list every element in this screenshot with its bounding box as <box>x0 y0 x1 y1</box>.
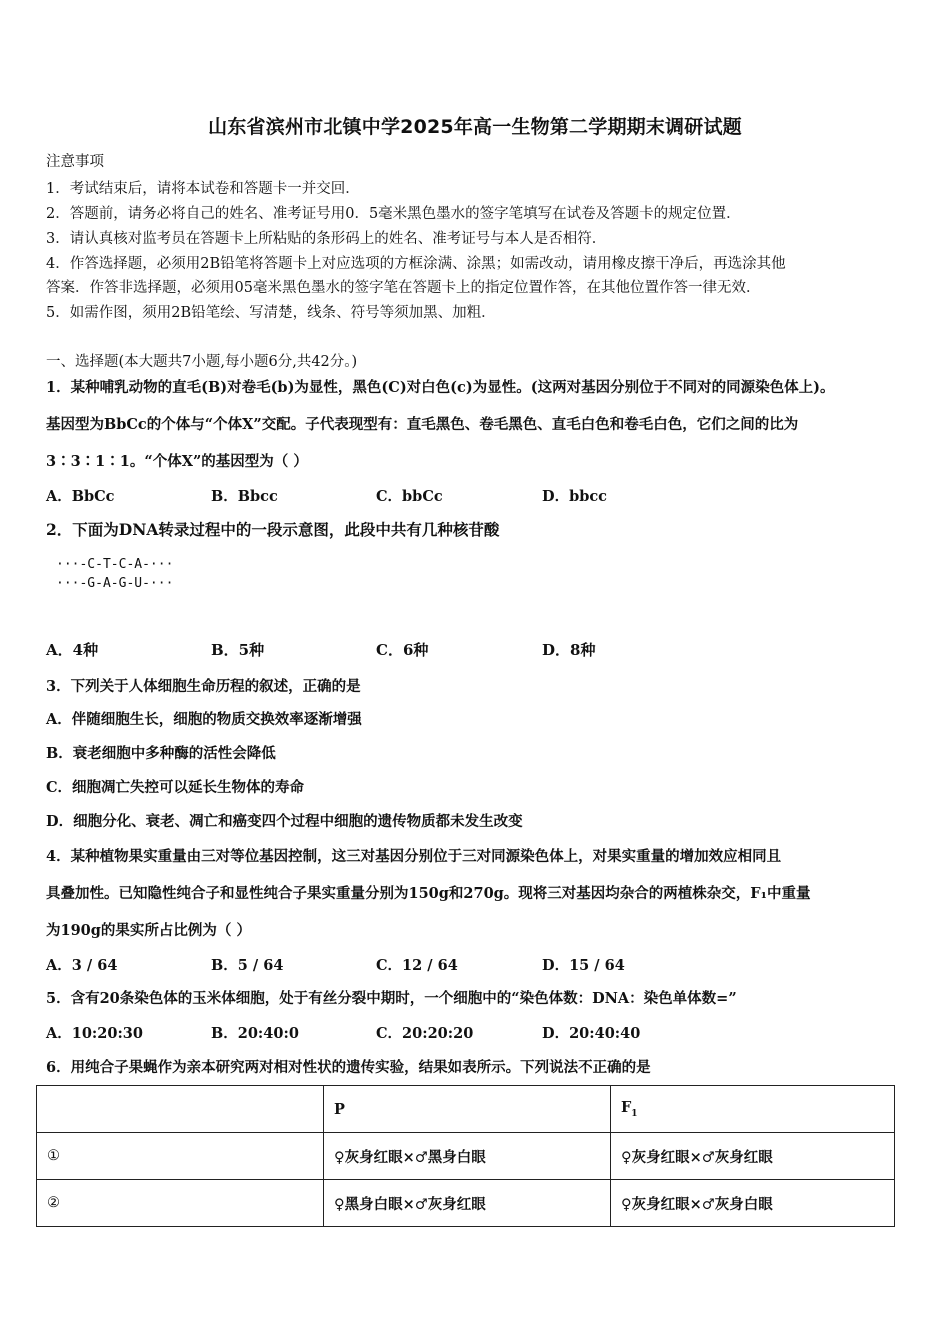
option-c[interactable]: C．6种 <box>376 641 429 659</box>
table-cell: ♀灰身红眼×♂灰身红眼 <box>611 1133 895 1180</box>
option-d[interactable]: D．15 / 64 <box>542 957 625 974</box>
table-cell: ♀灰身红眼×♂黑身白眼 <box>324 1133 611 1180</box>
option-d[interactable]: D．8种 <box>542 641 596 659</box>
q2-stem: 2．下面为DNA转录过程中的一段示意图，此段中共有几种核苷酸 <box>46 520 500 539</box>
notice-line: 4．作答选择题，必须用2B铅笔将答题卡上对应选项的方框涂满、涂黑；如需改动，请用橡皮擦干净后，再选涂其他 <box>46 256 786 272</box>
q3-stem: 3．下列关于人体细胞生命历程的叙述，正确的是 <box>46 678 361 695</box>
table-row <box>37 1180 895 1227</box>
option-c[interactable]: C．12 / 64 <box>376 957 458 974</box>
q5-stem: 5．含有20条染色体的玉米体细胞，处于有丝分裂中期时，一个细胞中的“染色体数：DNA：染色单体数=” <box>46 990 737 1007</box>
option-a[interactable]: A．BbCc <box>46 488 115 505</box>
option-c[interactable]: C．细胞凋亡失控可以延长生物体的寿命 <box>46 779 305 796</box>
q4-line: 具叠加性。已知隐性纯合子和显性纯合子果实重量分别为150g和270g。现将三对基因均杂合的两植株杂交，F₁中重量 <box>46 885 811 902</box>
notice-line: 3．请认真核对监考员在答题卡上所粘贴的条形码上的姓名、准考证号与本人是否相符． <box>46 231 607 247</box>
notice-line: 2．答题前，请务必将自己的姓名、准考证号用0．5毫米黑色墨水的签字笔填写在试卷及答题卡的规定位置． <box>46 206 741 222</box>
table-header-row <box>37 1086 895 1133</box>
table-row <box>37 1133 895 1180</box>
results-table <box>36 1085 895 1227</box>
table-cell: ♀黑身白眼×♂灰身红眼 <box>324 1180 611 1227</box>
section-heading: 一、选择题(本大题共7小题,每小题6分,共42分。) <box>46 354 358 370</box>
option-b[interactable]: B．衰老细胞中多种酶的活性会降低 <box>46 745 276 762</box>
q4-line: 4．某种植物果实重量由三对等位基因控制，这三对基因分别位于三对同源染色体上，对果实重量的增加效应相同且 <box>46 848 782 865</box>
notice-line: 答案．作答非选择题，必须用05毫米黑色墨水的签字笔在答题卡上的指定位置作答，在其他位置作答一律无效． <box>46 280 761 296</box>
q6-stem: 6．用纯合子果蝇作为亲本研究两对相对性状的遗传实验，结果如表所示。下列说法不正确的是 <box>46 1059 651 1076</box>
option-b[interactable]: B．5 / 64 <box>211 957 284 974</box>
option-c[interactable]: C．bbCc <box>376 488 443 505</box>
notice-line: 5．如需作图，须用2B铅笔绘、写清楚，线条、符号等须加黑、加粗． <box>46 305 496 321</box>
q1-line: 1．某种哺乳动物的直毛(B)对卷毛(b)为显性，黑色(C)对白色(c)为显性。(这两对基因分别位于不同对的同源染色体上)。 <box>46 379 835 396</box>
option-d[interactable]: D．20:40:40 <box>542 1025 641 1042</box>
q1-line: 3∶3∶1∶1。“个体X”的基因型为（ ） <box>46 453 308 470</box>
notice-line: 1．考试结束后，请将本试卷和答题卡一并交回． <box>46 181 360 197</box>
table-cell: ♀灰身红眼×♂灰身白眼 <box>611 1180 895 1227</box>
table-header: P <box>324 1086 611 1133</box>
notice-heading: 注意事项 <box>46 154 104 170</box>
q1-line: 基因型为BbCc的个体与“个体X”交配。子代表现型有：直毛黑色、卷毛黑色、直毛白色和卷毛白色，它们之间的比为 <box>46 416 799 433</box>
option-d[interactable]: D．细胞分化、衰老、凋亡和癌变四个过程中细胞的遗传物质都未发生改变 <box>46 813 523 830</box>
option-b[interactable]: B．20:40:0 <box>211 1025 299 1042</box>
table-header <box>37 1086 324 1133</box>
table-cell: ① <box>37 1133 324 1180</box>
table-cell: ② <box>37 1180 324 1227</box>
q4-line: 为190g的果实所占比例为（ ） <box>46 922 251 939</box>
option-b[interactable]: B．Bbcc <box>211 488 278 505</box>
dna-strand: ···-C-T-C-A-··· <box>56 557 174 572</box>
option-a[interactable]: A．10:20:30 <box>46 1025 143 1042</box>
option-a[interactable]: A．伴随细胞生长，细胞的物质交换效率逐渐增强 <box>46 711 362 728</box>
option-d[interactable]: D．bbcc <box>542 488 608 505</box>
page-title: 山东省滨州市北镇中学2025年高一生物第二学期期末调研试题 <box>208 116 742 138</box>
table-header: $F_1$ <box>611 1086 895 1133</box>
option-b[interactable]: B．5种 <box>211 641 265 659</box>
option-a[interactable]: A．3 / 64 <box>46 957 118 974</box>
option-a[interactable]: A．4种 <box>46 641 99 659</box>
rna-strand: ···-G-A-G-U-··· <box>56 576 174 591</box>
option-c[interactable]: C．20:20:20 <box>376 1025 474 1042</box>
